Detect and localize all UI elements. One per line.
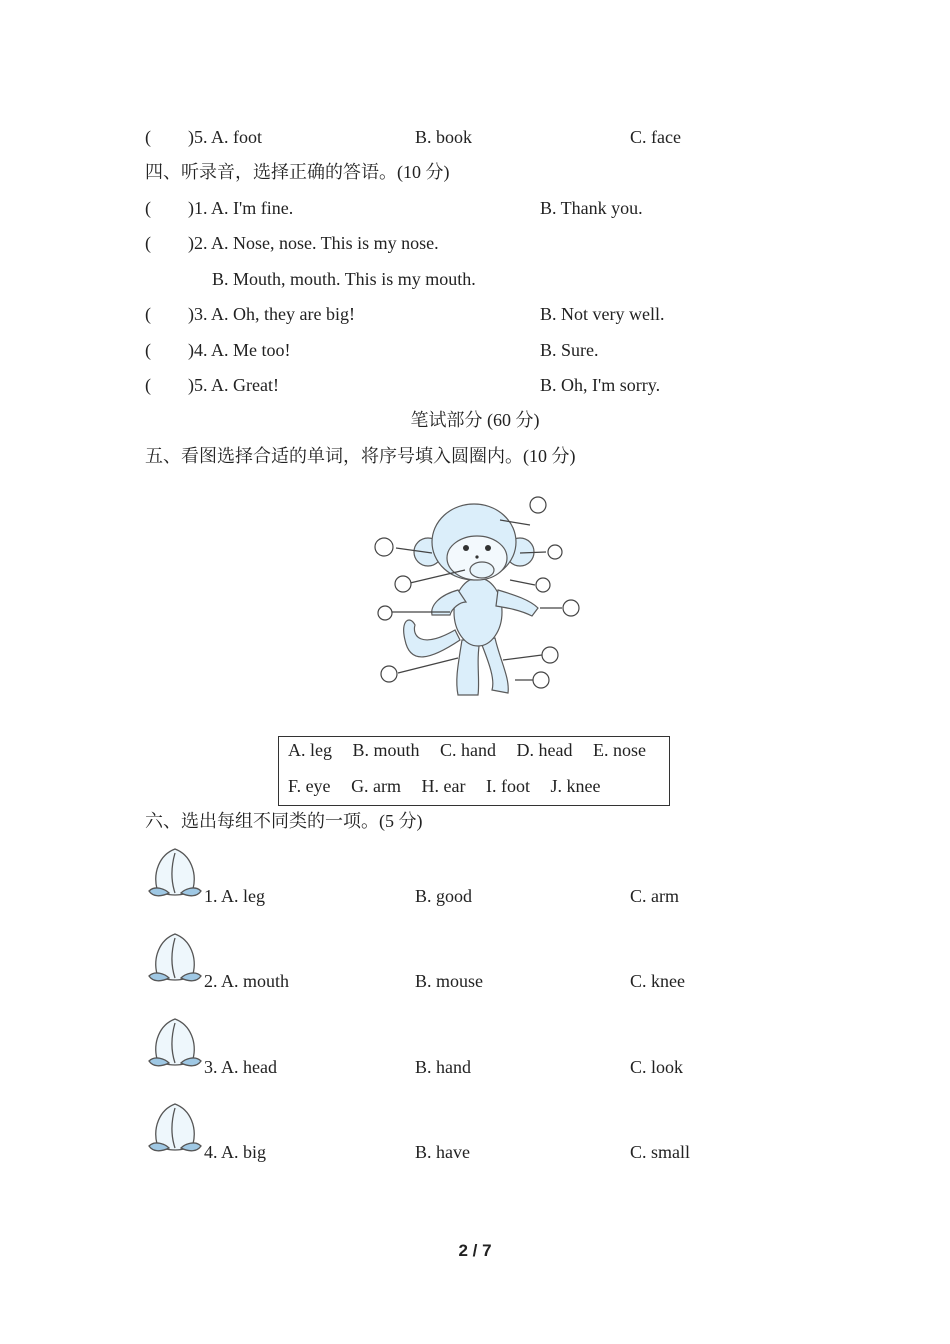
option-a: 4. A. big: [204, 1142, 267, 1162]
option-a: 1. A. leg: [204, 886, 265, 906]
option-b: B. have: [415, 1142, 470, 1162]
answer-paren[interactable]: (: [145, 340, 151, 360]
word-option: G. arm: [351, 776, 402, 796]
option-a: )2. A. Nose, nose. This is my nose.: [188, 233, 439, 253]
word-option: C. hand: [440, 740, 497, 760]
word-option: E. nose: [593, 740, 646, 760]
option-c: C. look: [630, 1057, 684, 1077]
word-option: B. mouth: [352, 740, 420, 760]
option-a: 3. A. head: [204, 1057, 277, 1077]
option-c: C. face: [630, 127, 681, 147]
s4-question-2-option-b: B. Mouth, mouth. This is my mouth.: [212, 269, 476, 289]
option-a: )4. A. Me too!: [188, 340, 291, 360]
word-option: I. foot: [486, 776, 531, 796]
option-b: B. book: [415, 127, 473, 147]
word-option: F. eye: [288, 776, 331, 796]
option-b: B. Sure.: [540, 340, 599, 360]
peach-icon[interactable]: [145, 1100, 205, 1156]
option-a: )5. A. foot: [188, 127, 262, 147]
word-option: D. head: [516, 740, 573, 760]
answer-paren[interactable]: (: [145, 127, 151, 147]
option-a: )1. A. I'm fine.: [188, 198, 294, 218]
peach-icon[interactable]: [145, 930, 205, 986]
answer-paren[interactable]: (: [145, 375, 151, 395]
option-c: C. arm: [630, 886, 679, 906]
written-part-heading: 笔试部分 (60 分): [410, 410, 540, 430]
section6-title: 六、选出每组不同类的一项。(5 分): [145, 811, 423, 831]
section5-title: 五、看图选择合适的单词，将序号填入圆圈内。(10 分): [145, 446, 576, 466]
option-b: B. hand: [415, 1057, 471, 1077]
option-a: )5. A. Great!: [188, 375, 279, 395]
word-bank: [278, 736, 670, 806]
answer-paren[interactable]: (: [145, 233, 151, 253]
section4-title: 四、听录音，选择正确的答语。(10 分): [145, 162, 450, 182]
option-c: C. knee: [630, 971, 685, 991]
answer-paren[interactable]: (: [145, 304, 151, 324]
option-b: B. Not very well.: [540, 304, 665, 324]
option-b: B. Thank you.: [540, 198, 643, 218]
monkey-illustration: [370, 490, 585, 705]
option-b: B. good: [415, 886, 473, 906]
answer-paren[interactable]: (: [145, 198, 151, 218]
peach-icon[interactable]: [145, 845, 205, 901]
word-option: H. ear: [421, 776, 466, 796]
page-number: 2 / 7: [458, 1241, 492, 1260]
word-option: A. leg: [288, 740, 332, 760]
option-c: C. small: [630, 1142, 691, 1162]
option-b: B. mouse: [415, 971, 484, 991]
word-option: J. knee: [550, 776, 601, 796]
peach-icon[interactable]: [145, 1015, 205, 1071]
option-a: )3. A. Oh, they are big!: [188, 304, 355, 324]
option-b: B. Oh, I'm sorry.: [540, 375, 661, 395]
option-a: 2. A. mouth: [204, 971, 290, 991]
